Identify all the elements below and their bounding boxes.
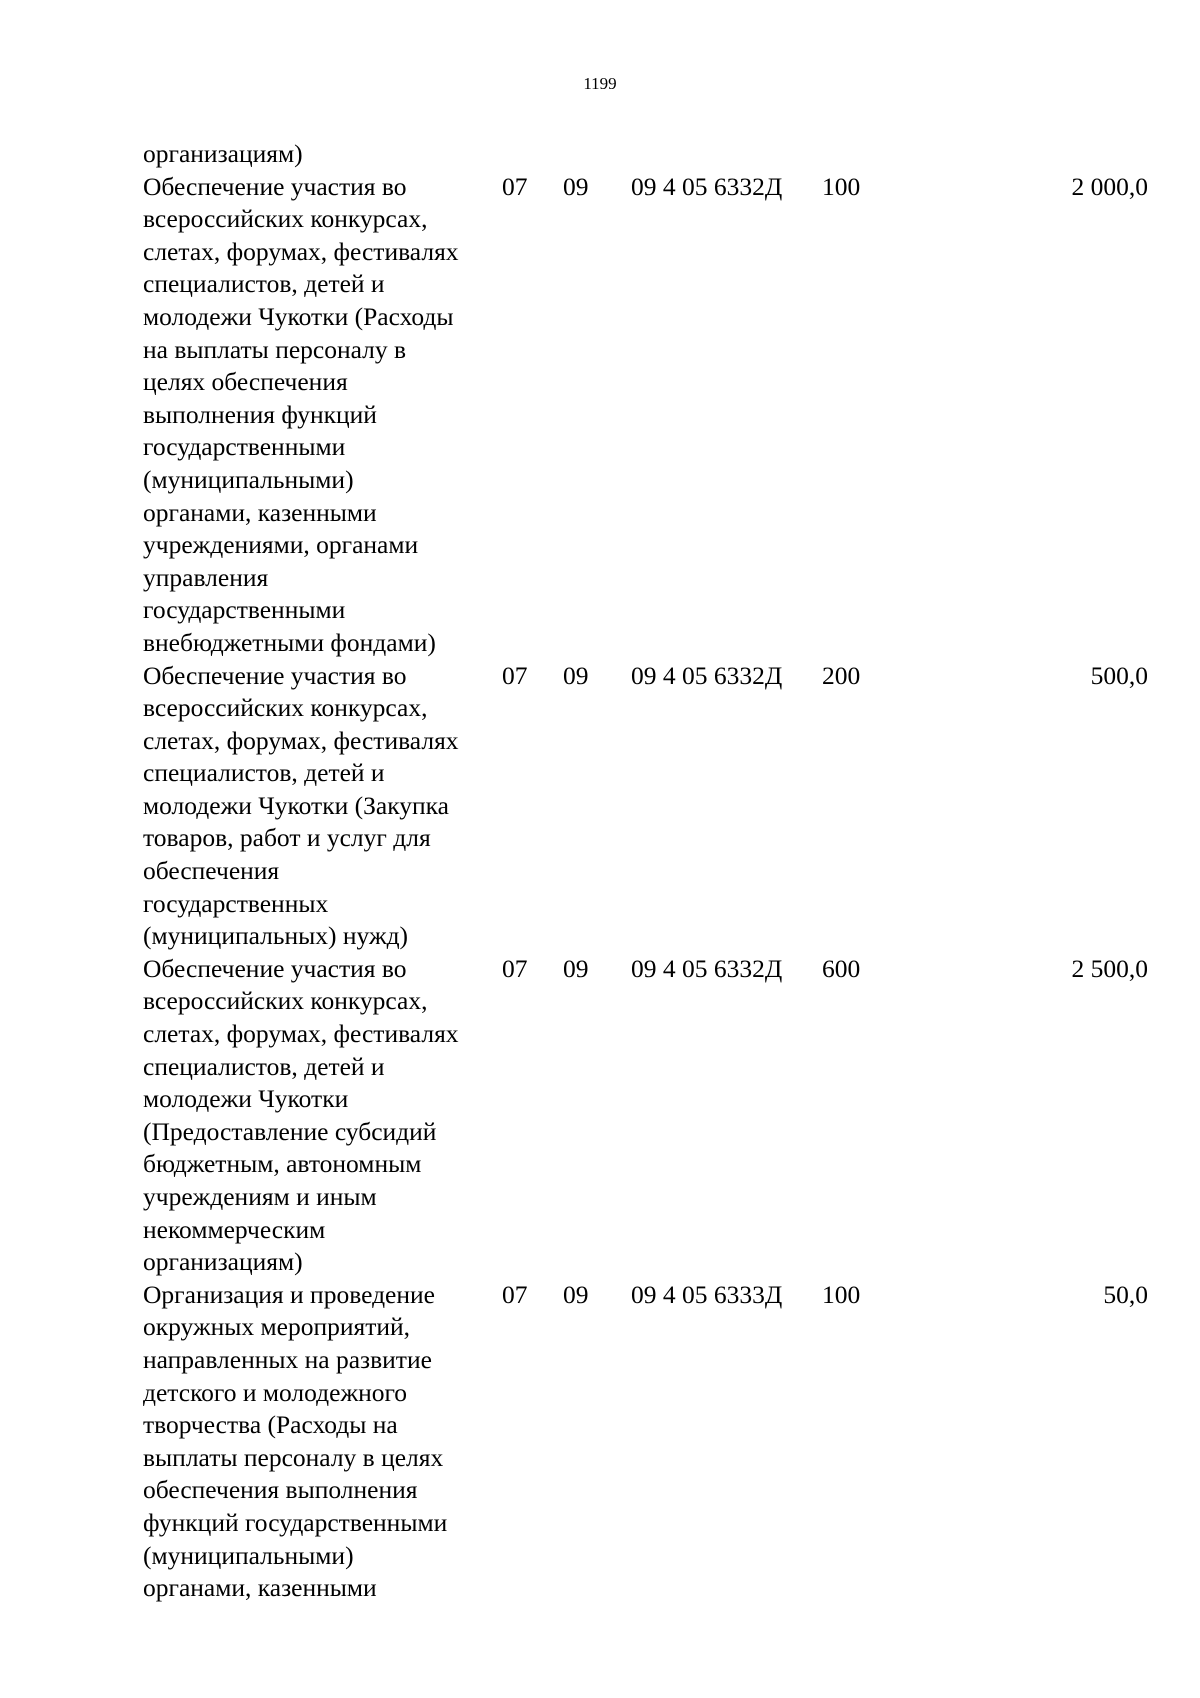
row-type: 600 [822,953,861,983]
row-target: 09 4 05 6333Д [631,1279,783,1309]
continuation-text: организациям) [143,139,303,168]
row-name: Организация и проведение окружных мероприятий, направленных на развитие детского и молодежного творчества (Расходы на выплаты персоналу в целях обеспечения выполнения функций государственными (муниципальными) органами, казенными [143,1279,448,1603]
row-type: 100 [822,1279,861,1309]
row-name: Обеспечение участия во всероссийских конкурсах, слетах, форумах, фестивалях специалистов, детей и молодежи Чукотки (Закупка товаров, работ и услуг для обеспечения государственных (муниципальных) нужд) [143,660,459,951]
row-section: 07 [502,1279,528,1309]
row-subsection: 09 [563,171,589,201]
row-name: Обеспечение участия во всероссийских конкурсах, слетах, форумах, фестивалях специалистов, детей и молодежи Чукотки (Предоставление субсидий бюджетным, автономным учреждениям и иным некоммерческим организациям) [143,953,459,1277]
table-body [0,171,1200,1605]
row-subsection: 09 [563,1279,589,1309]
row-section: 07 [502,953,528,983]
row-section: 07 [502,660,528,690]
row-amount: 2 500,0 [1071,953,1148,983]
table-row [0,953,1200,1279]
table-row [0,1279,1200,1605]
row-type: 200 [822,660,861,690]
row-subsection: 09 [563,953,589,983]
table-row [0,660,1200,953]
row-name: Обеспечение участия во всероссийских конкурсах, слетах, форумах, фестивалях специалистов, детей и молодежи Чукотки (Расходы на выплаты персоналу в целях обеспечения выполнения функций государственными (муниципальными) органами, казенными учреждениями, органами управления государственными внебюджетными фондами) [143,171,459,657]
row-amount: 2 000,0 [1071,171,1148,201]
page-number: 1199 [583,74,617,93]
row-target: 09 4 05 6332Д [631,953,783,983]
row-type: 100 [822,171,861,201]
row-amount: 500,0 [1090,660,1148,690]
row-amount: 50,0 [1103,1279,1148,1309]
row-target: 09 4 05 6332Д [631,171,783,201]
row-target: 09 4 05 6332Д [631,660,783,690]
row-section: 07 [502,171,528,201]
table-row [0,171,1200,660]
row-subsection: 09 [563,660,589,690]
